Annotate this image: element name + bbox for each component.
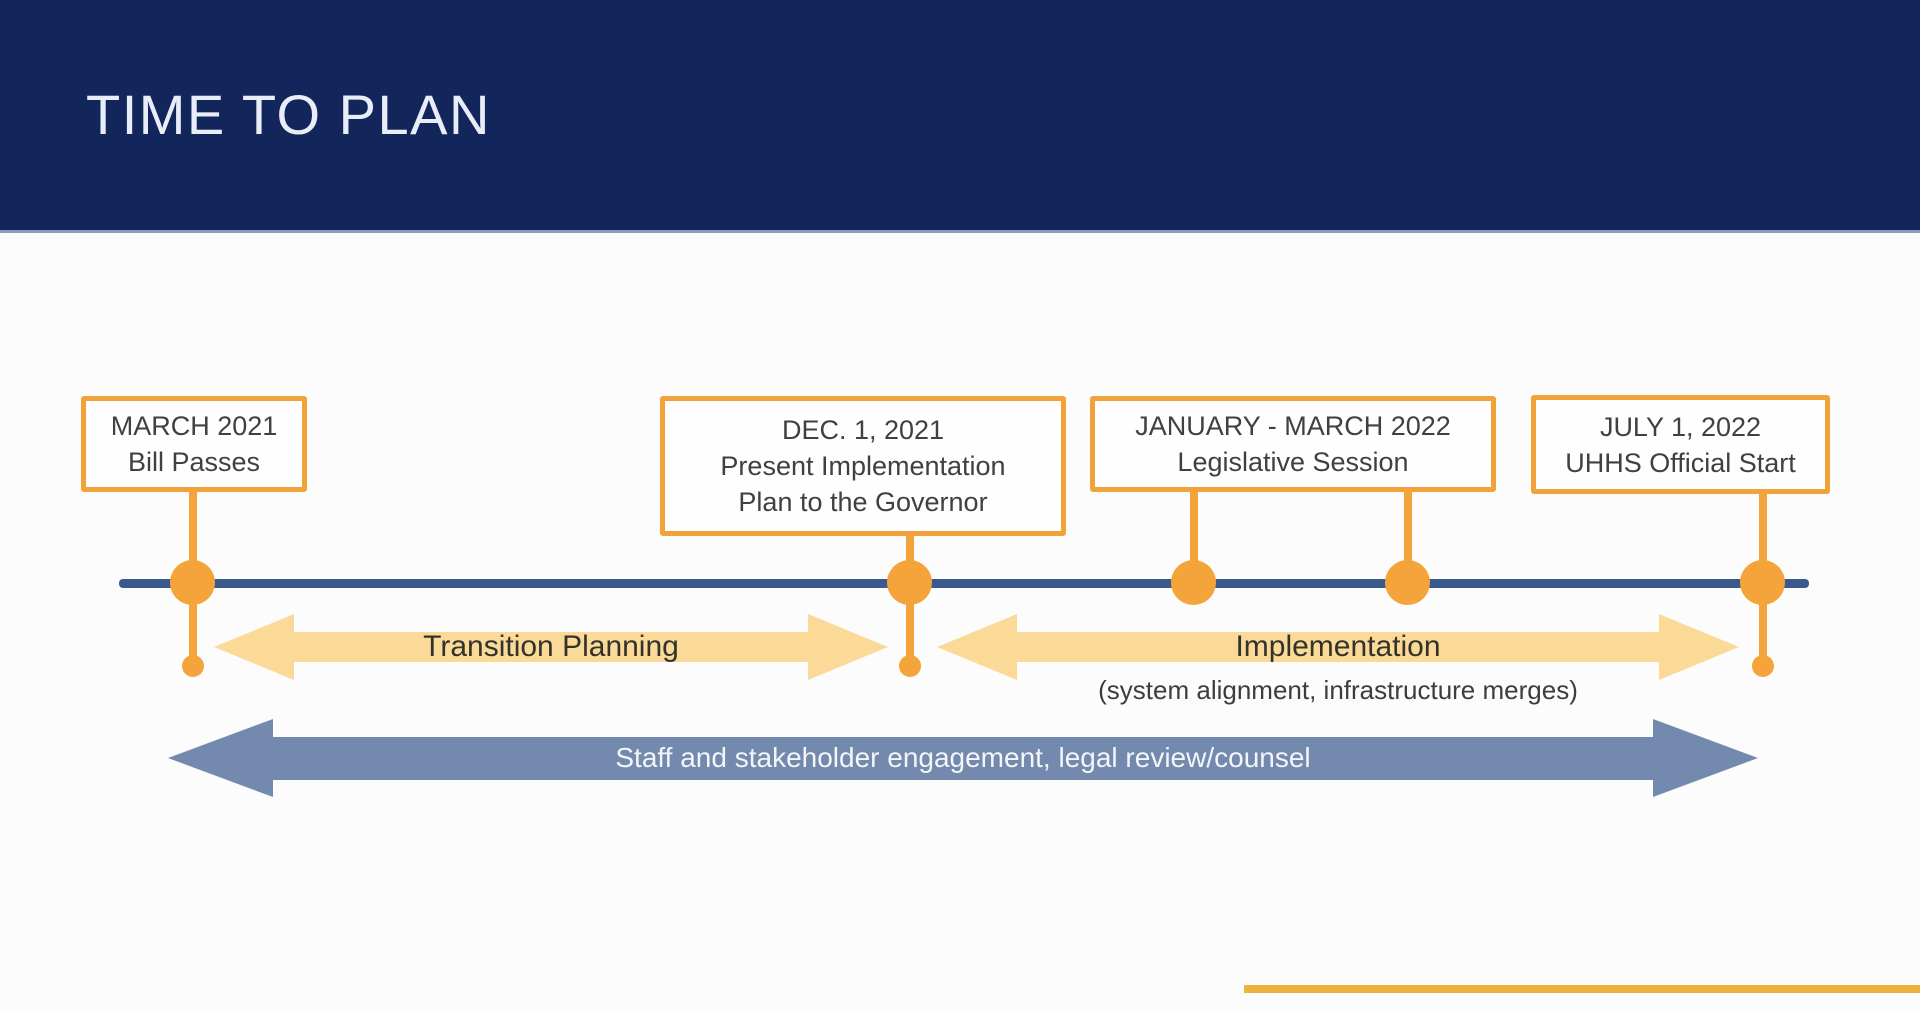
milestone-date: MARCH 2021 <box>110 411 278 441</box>
slide-header <box>0 0 1920 233</box>
milestone-label: Legislative Session <box>1177 447 1409 477</box>
implementation-sublabel: (system alignment, infrastructure merges) <box>1098 675 1578 705</box>
transition-planning-label: Transition Planning <box>423 630 679 663</box>
milestone-label: UHHS Official Start <box>1565 447 1796 478</box>
milestone-label: Plan to the Governor <box>738 487 988 517</box>
milestone-date: JANUARY - MARCH 2022 <box>1135 411 1451 441</box>
timeline-node-july-2022 <box>1740 560 1785 605</box>
milestone-box-uhhs-start <box>1531 395 1830 494</box>
milestone-box-bill-passes <box>81 396 307 492</box>
milestone-date: DEC. 1, 2021 <box>781 415 945 445</box>
tail-dot-milestone-5 <box>1752 655 1774 677</box>
milestone-date: JULY 1, 2022 <box>1599 411 1762 442</box>
timeline-node-dec-2021 <box>887 560 932 605</box>
tail-dot-milestone-2 <box>899 655 921 677</box>
tail-dot-milestone-1 <box>182 655 204 677</box>
implementation-label: Implementation <box>1235 630 1441 663</box>
milestone-box-present-plan <box>660 396 1066 536</box>
timeline-node-march-2021 <box>170 560 215 605</box>
milestone-label: Bill Passes <box>127 447 261 477</box>
timeline-axis <box>119 579 1809 588</box>
milestone-label: Present Implementation <box>720 451 1006 481</box>
slide-title: TIME TO PLAN <box>86 83 491 146</box>
bottom-accent-rule <box>1244 985 1920 993</box>
timeline-node-jan-2022 <box>1171 560 1216 605</box>
timeline-node-march-2022 <box>1385 560 1430 605</box>
engagement-label: Staff and stakeholder engagement, legal review/counsel <box>615 742 1311 773</box>
milestone-box-legislative-session <box>1090 396 1496 492</box>
